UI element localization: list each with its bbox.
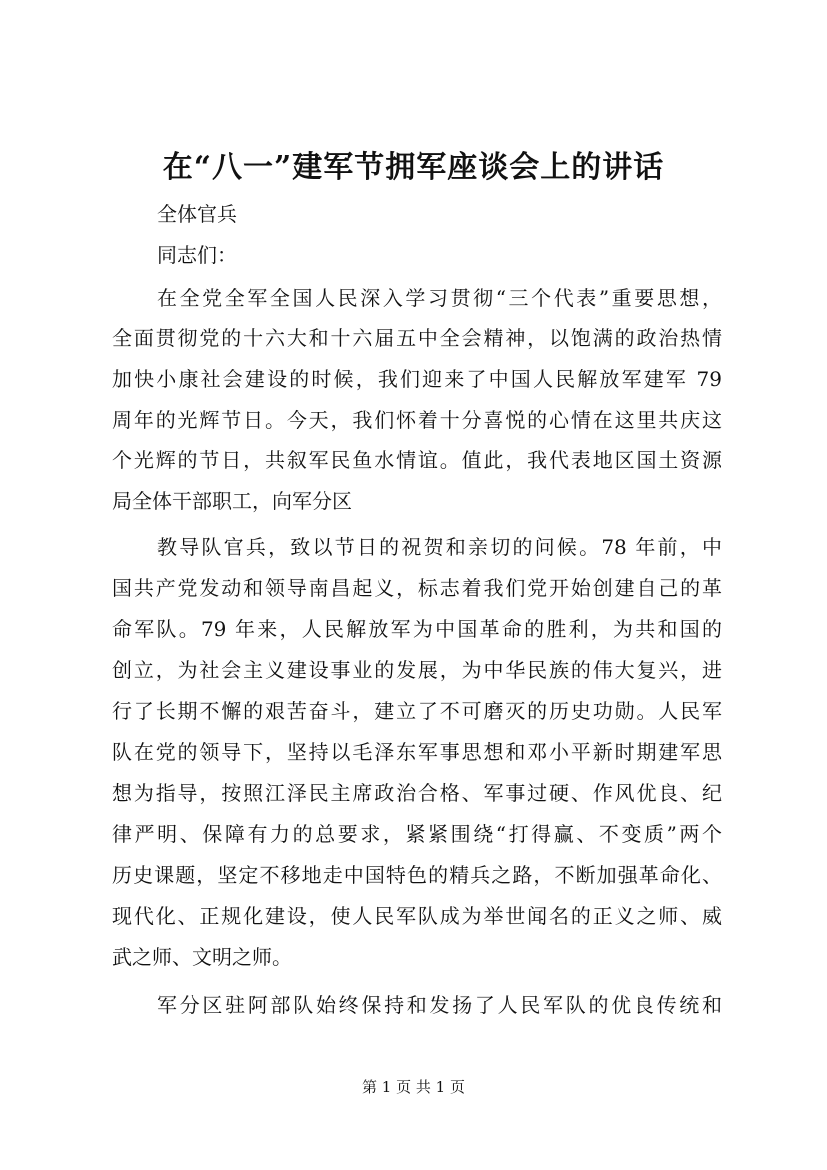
page-footer: 第 1 页 共 1 页: [362, 1078, 465, 1096]
paragraph-1-line: 加快小康社会建设的时候，我们迎来了中国人民解放军建军 79: [112, 367, 722, 391]
paragraph-1-line: 局全体干部职工，向军分区: [112, 489, 352, 513]
paragraph-2-line: 想为指导，按照江泽民主席政治合格、军事过硬、作风优良、纪: [112, 781, 722, 805]
paragraph-2-line: 现代化、正规化建设，使人民军队成为举世闻名的正义之师、威: [112, 904, 722, 928]
paragraph-2-line: 国共产党发动和领导南昌起义，标志着我们党开始创建自己的革: [112, 576, 722, 600]
paragraph-1-line: 个光辉的节日，共叙军民鱼水情谊。值此，我代表地区国土资源: [112, 448, 722, 472]
paragraph-1-line: 全面贯彻党的十六大和十六届五中全会精神，以饱满的政治热情: [112, 326, 722, 350]
salutation-comrades: 同志们：: [157, 243, 237, 267]
paragraph-2-line: 历史课题，坚定不移地走中国特色的精兵之路，不断加强革命化、: [112, 863, 722, 887]
paragraph-3-line: 军分区驻阿部队始终保持和发扬了人民军队的优良传统和: [157, 993, 722, 1017]
paragraph-1-line: 在全党全军全国人民深入学习贯彻“三个代表”重要思想，: [157, 286, 722, 310]
paragraph-2-line: 命军队。79 年来，人民解放军为中国革命的胜利，为共和国的: [112, 617, 722, 641]
document-title: 在“八一”建军节拥军座谈会上的讲话: [162, 150, 665, 185]
paragraph-2-line: 队在党的领导下，坚持以毛泽东军事思想和邓小平新时期建军思: [112, 740, 722, 764]
paragraph-2-line: 教导队官兵，致以节日的祝贺和亲切的问候。78 年前，中: [157, 535, 722, 559]
paragraph-2-line: 律严明、保障有力的总要求，紧紧围绕“打得赢、不变质”两个: [112, 822, 722, 846]
salutation-all-officers: 全体官兵: [157, 202, 237, 226]
paragraph-1-line: 周年的光辉节日。今天，我们怀着十分喜悦的心情在这里共庆这: [112, 408, 722, 432]
paragraph-2-line: 创立，为社会主义建设事业的发展，为中华民族的伟大复兴，进: [112, 658, 722, 682]
paragraph-2-line: 行了长期不懈的艰苦奋斗，建立了不可磨灭的历史功勋。人民军: [112, 699, 722, 723]
paragraph-2-line: 武之师、文明之师。: [112, 945, 292, 969]
